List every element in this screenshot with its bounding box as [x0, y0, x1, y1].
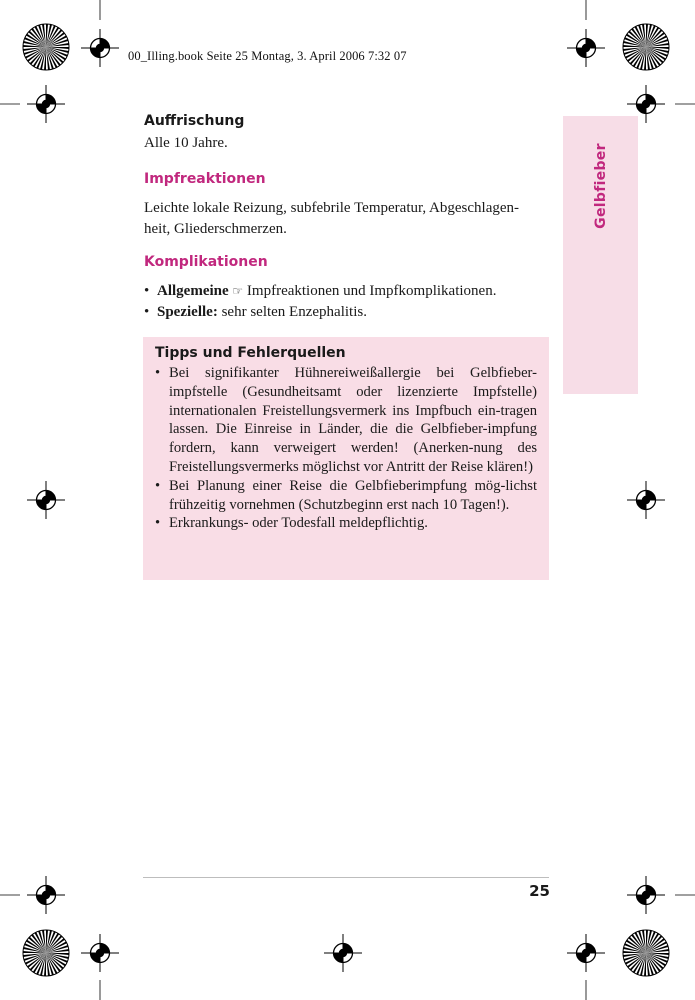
tips-title: Tipps und Fehlerquellen — [155, 345, 346, 361]
registration-mark-icon — [81, 934, 119, 972]
term-allgemeine: Allgemeine — [157, 283, 229, 299]
registration-mark-icon — [27, 85, 65, 123]
list-item — [155, 364, 537, 477]
heading-auffrischung: Auffrischung — [144, 113, 245, 129]
list-item — [144, 281, 554, 302]
starburst-target-icon — [23, 930, 69, 976]
bullet: • — [144, 303, 150, 320]
heading-komplikationen: Komplikationen — [144, 254, 268, 270]
starburst-target-icon — [623, 24, 669, 70]
side-tab-label: Gelbfieber — [592, 143, 609, 229]
registration-mark-icon — [567, 934, 605, 972]
list-item — [144, 302, 554, 323]
registration-mark-icon — [27, 481, 65, 519]
starburst-target-icon — [23, 24, 69, 70]
heading-impfreaktionen: Impfreaktionen — [144, 171, 266, 187]
slug-line: 00_Illing.book Seite 25 Montag, 3. April 2006 7:32 07 — [128, 49, 407, 63]
registration-mark-icon — [324, 934, 362, 972]
footer-rule — [143, 877, 549, 878]
tip-text: Bei Planung einer Reise die Gelbfieberimpfung mög-lichst frühzeitig vornehmen (Schutzbeginn erst nach 10 Tagen!). — [169, 477, 537, 513]
text-impfreaktionen-line1: Leichte lokale Reizung, subfebrile Temperatur, Abgeschlagen- — [144, 200, 520, 216]
list-komplikationen — [144, 281, 554, 322]
tip-text: Erkrankungs- oder Todesfall meldepflichtig. — [169, 515, 428, 532]
tips-list — [155, 364, 537, 533]
list-item-text: sehr selten Enzephalitis. — [217, 303, 367, 320]
bullet: • — [155, 477, 161, 494]
text-impfreaktionen — [144, 198, 554, 239]
registration-mark-icon — [27, 876, 65, 914]
registration-mark-icon — [81, 29, 119, 67]
text-auffrischung: Alle 10 Jahre. — [144, 135, 228, 151]
tips-box — [143, 337, 549, 580]
list-item — [155, 514, 537, 533]
tip-text: Bei signifikanter Hühnereiweißallergie bei Gelbfieber-impfstelle (Gesundheitsamt oder lizenzierte Impfstelle) internationalen Freistellungsvermerk ins Impfbuch ein-tragen lassen. Die Einreise in Länder, die die Gelbfieber-impfung fordern, kann verweigert werden! (Anerken-nung des Freistellungsvermerks möglichst vor Antritt der Reise klären!) — [169, 365, 537, 475]
starburst-target-icon — [623, 930, 669, 976]
text-impfreaktionen-line2: heit, Gliederschmerzen. — [144, 220, 287, 237]
registration-mark-icon — [627, 876, 665, 914]
term-spezielle: Spezielle: — [157, 303, 218, 320]
registration-mark-icon — [567, 29, 605, 67]
page-number: 25 — [529, 882, 550, 900]
list-item-text: Impfreaktionen und Impfkomplikationen. — [243, 283, 497, 299]
side-tab — [563, 116, 638, 394]
registration-mark-icon — [627, 481, 665, 519]
bullet: • — [144, 283, 150, 299]
pointing-hand-icon: ☞ — [232, 284, 244, 298]
bullet: • — [155, 365, 161, 381]
list-item — [155, 477, 537, 515]
bullet: • — [155, 515, 161, 532]
